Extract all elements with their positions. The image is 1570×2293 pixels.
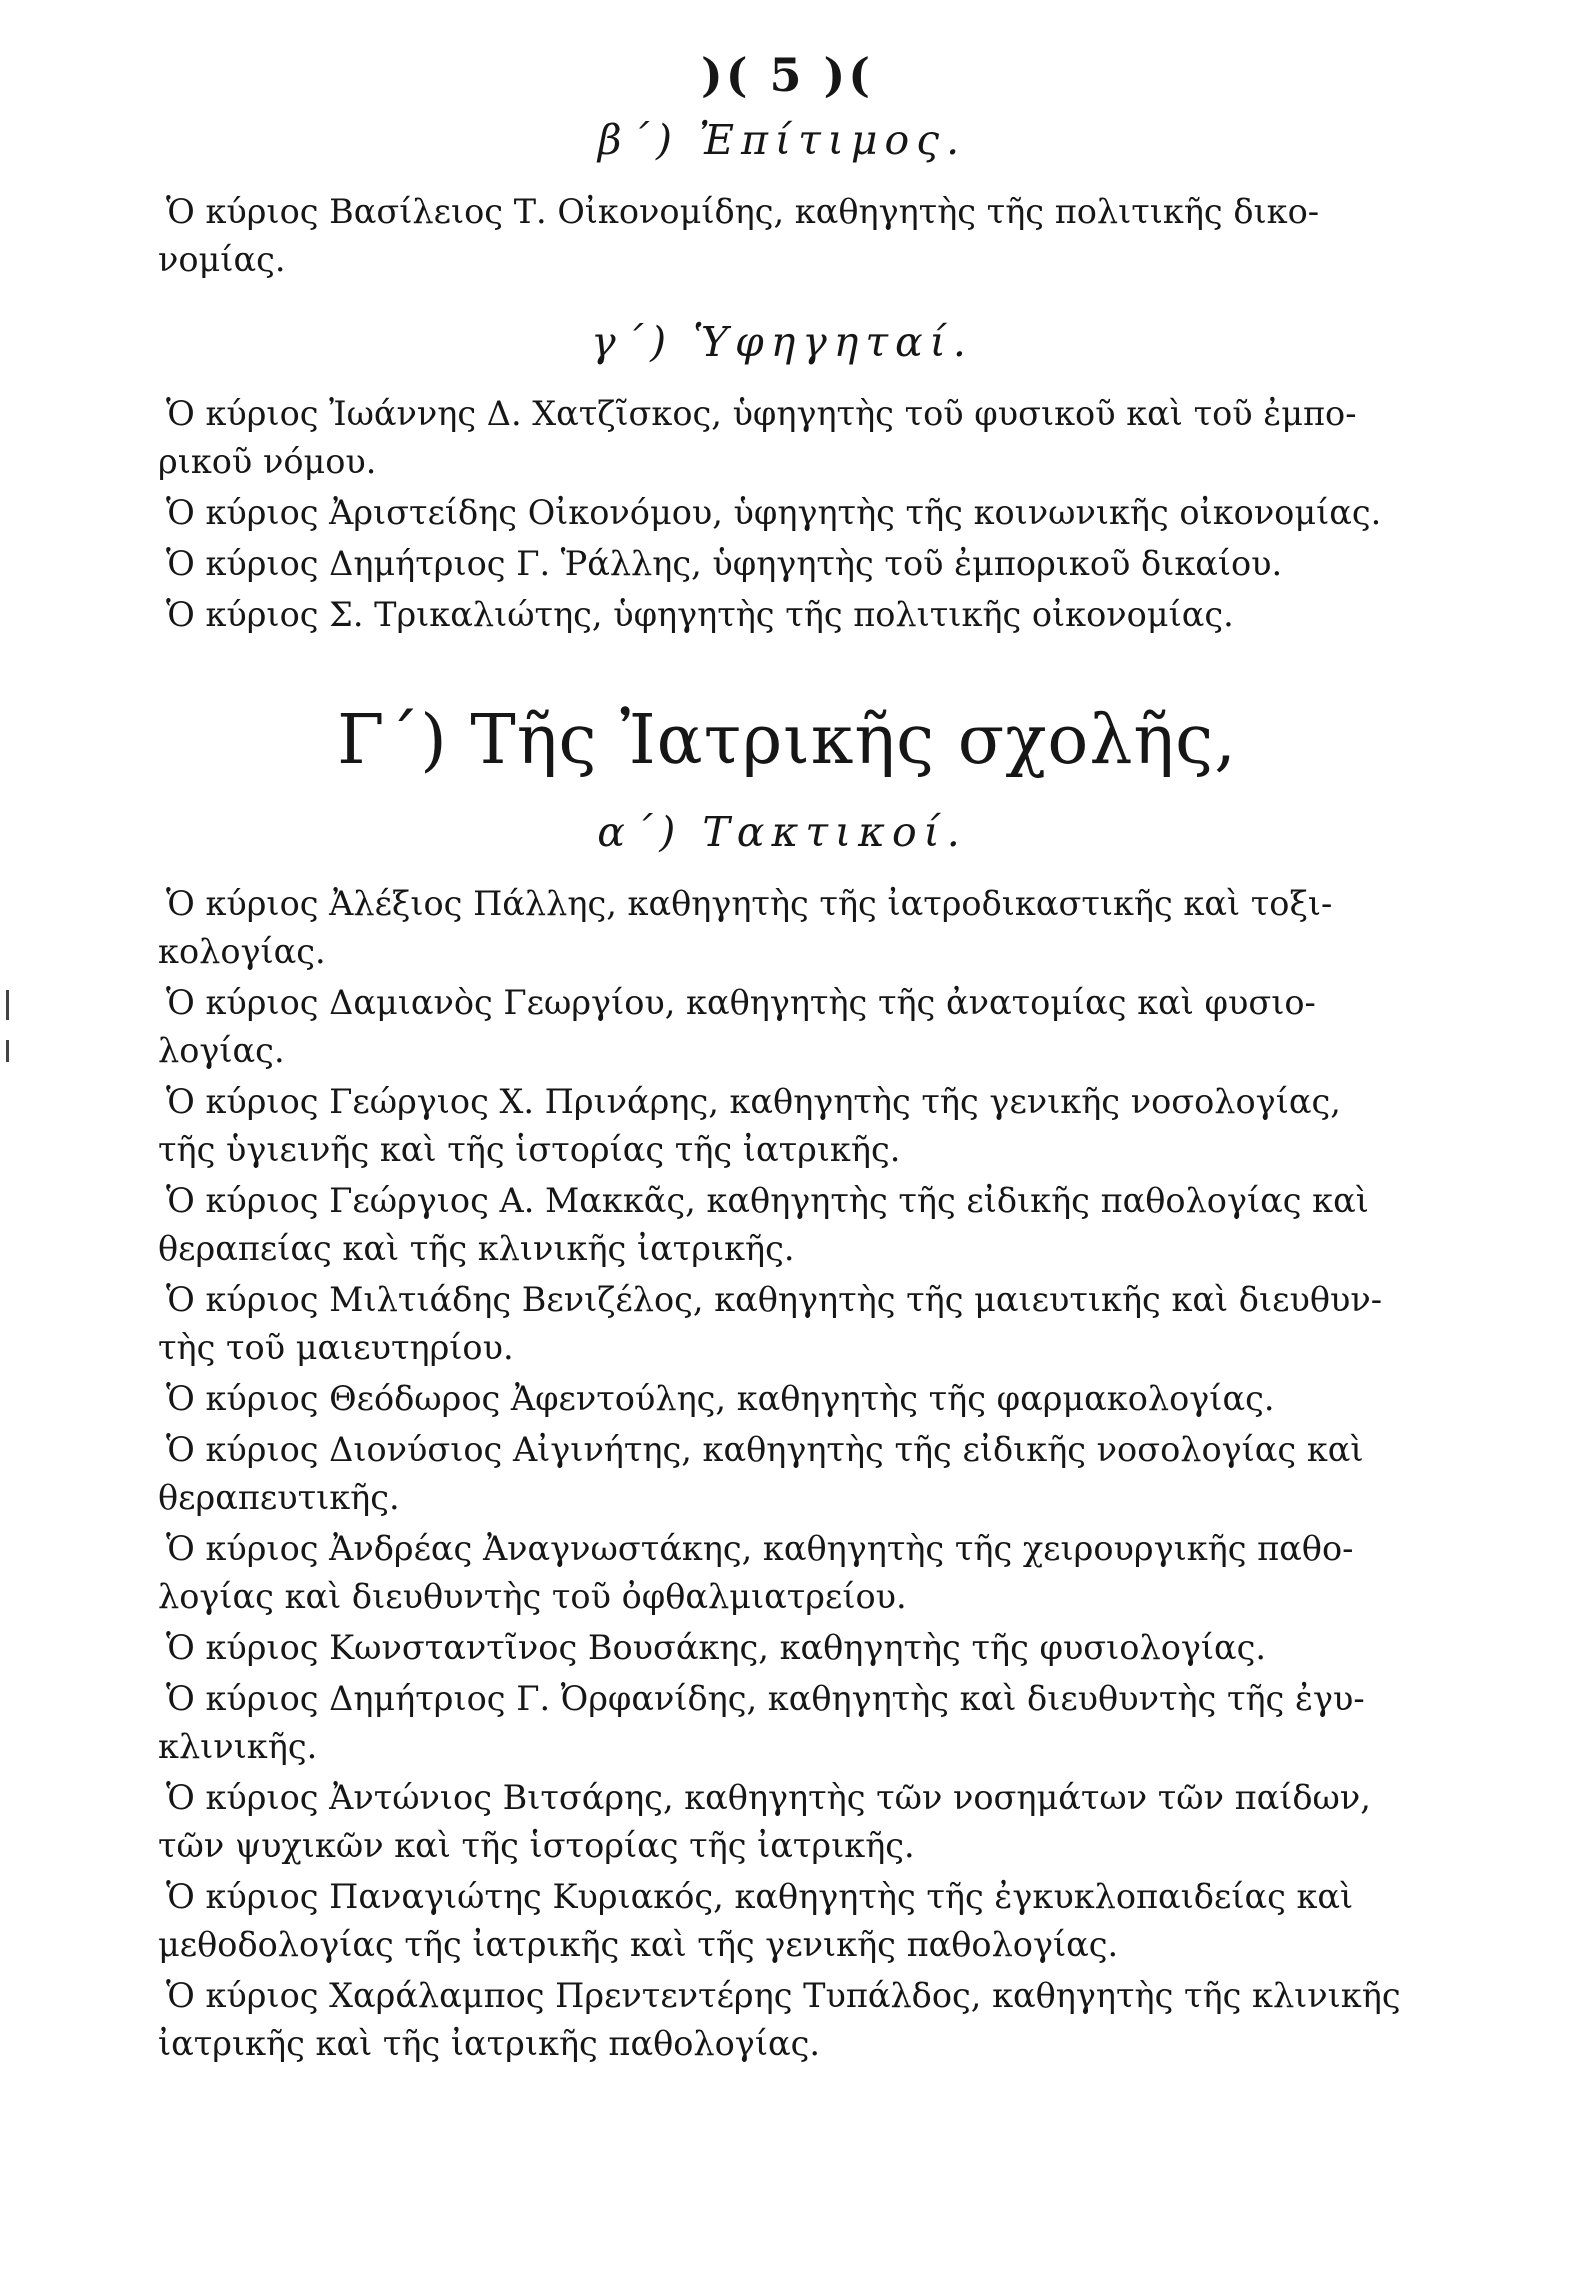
entry-line: ρικοῦ νόμου. <box>158 442 377 481</box>
entry-line: μεθοδολογίας τῆς ἰατρικῆς καὶ τῆς γενικῆς παθολογίας. <box>158 1925 1119 1964</box>
entry-line: τὴς τοῦ μαιευτηρίου. <box>158 1328 514 1367</box>
entry-line: Ὁ κύριος Γεώργιος Χ. Πρινάρης, καθηγητὴς τῆς γενικῆς νοσολογίας, <box>166 1082 1341 1121</box>
section-heading-honorary: β΄) Ἐπίτιμος. <box>597 116 967 164</box>
entry-line: Ὁ κύριος Βασίλειος Τ. Οἰκονομίδης, καθηγητὴς τῆς πολιτικῆς δικο- <box>166 192 1320 231</box>
margin-mark <box>6 990 9 1020</box>
entry-line: θεραπευτικῆς. <box>158 1478 400 1517</box>
entry-line: Ὁ κύριος Δαμιανὸς Γεωργίου, καθηγητὴς τῆς ἀνατομίας καὶ φυσιο- <box>166 983 1316 1022</box>
entry-line: τῆς ὑγιεινῆς καὶ τῆς ἱστορίας τῆς ἰατρικῆς. <box>158 1130 901 1169</box>
entry-line: Ὁ κύριος Ἀλέξιος Πάλλης, καθηγητὴς τῆς ἰατροδικαστικῆς καὶ τοξι- <box>166 884 1333 923</box>
list-item <box>158 1972 1402 2068</box>
school-heading: Γ΄) Τῆς Ἰατρικῆς σχολῆς, <box>337 701 1237 780</box>
entry-line: Ὁ κύριος Διονύσιος Αἰγινήτης, καθηγητὴς τῆς εἰδικῆς νοσολογίας καὶ <box>166 1430 1364 1469</box>
list-item <box>162 1375 1402 1423</box>
list-item <box>158 188 1402 284</box>
entry-line: Ὁ κύριος Μιλτιάδης Βενιζέλος, καθηγητὴς τῆς μαιευτικῆς καὶ διευθυν- <box>166 1280 1383 1319</box>
entry-line: Ὁ κύριος Σ. Τρικαλιώτης, ὑφηγητὴς τῆς πολιτικῆς οἰκονομίας. <box>166 595 1234 634</box>
entry-line: Ὁ κύριος Δημήτριος Γ. Ῥάλλης, ὑφηγητὴς τοῦ ἐμπορικοῦ δικαίου. <box>166 544 1283 583</box>
entry-line: κλινικῆς. <box>158 1727 318 1766</box>
list-item <box>158 1426 1402 1522</box>
list-item <box>162 540 1402 588</box>
list-item <box>158 979 1402 1075</box>
margin-mark <box>6 1040 9 1062</box>
entry-line: θεραπείας καὶ τῆς κλινικῆς ἰατρικῆς. <box>158 1229 795 1268</box>
list-item <box>162 489 1402 537</box>
entry-line: Ὁ κύριος Ἀνδρέας Ἀναγνωστάκης, καθηγητὴς τῆς χειρουργικῆς παθο- <box>166 1529 1354 1568</box>
list-item <box>158 1774 1402 1870</box>
entry-line: Ὁ κύριος Ἰωάννης Δ. Χατζῖσκος, ὑφηγητὴς τοῦ φυσικοῦ καὶ τοῦ ἐμπο- <box>166 394 1357 433</box>
list-item <box>158 1276 1402 1372</box>
entry-line: λογίας. <box>158 1031 285 1070</box>
list-item <box>158 1873 1402 1969</box>
list-item <box>158 1177 1402 1273</box>
entry-line: Ὁ κύριος Χαράλαμπος Πρεντεντέρης Τυπάλδος, καθηγητὴς τῆς κλινικῆς <box>166 1976 1401 2015</box>
entry-line: ἰατρικῆς καὶ τῆς ἰατρικῆς παθολογίας. <box>158 2024 821 2063</box>
list-item <box>158 880 1402 976</box>
page-number: )( 5 )( <box>700 48 874 102</box>
entry-line: Ὁ κύριος Κωνσταντῖνος Βουσάκης, καθηγητὴς τῆς φυσιολογίας. <box>166 1628 1267 1667</box>
entry-line: Ὁ κύριος Ἀντώνιος Βιτσάρης, καθηγητὴς τῶν νοσημάτων τῶν παίδων, <box>166 1778 1371 1817</box>
section-heading-lecturers: γ΄) Ὑφηγηταί. <box>591 318 973 366</box>
entry-line: κολογίας. <box>158 932 326 971</box>
list-item <box>158 1525 1402 1621</box>
entry-line: Ὁ κύριος Δημήτριος Γ. Ὀρφανίδης, καθηγητὴς καὶ διευθυντὴς τῆς ἐγυ- <box>166 1679 1365 1718</box>
list-item <box>162 591 1402 639</box>
entry-line: Ὁ κύριος Ἀριστείδης Οἰκονόμου, ὑφηγητὴς τῆς κοινωνικῆς οἰκονομίας. <box>166 493 1382 532</box>
list-item <box>158 1675 1402 1771</box>
entry-line: Ὁ κύριος Γεώργιος Α. Μακκᾶς, καθηγητὴς τῆς εἰδικῆς παθολογίας καὶ <box>166 1181 1369 1220</box>
entry-line: Ὁ κύριος Θεόδωρος Ἀφεντούλης, καθηγητὴς τῆς φαρμακολογίας. <box>166 1379 1275 1418</box>
entry-line: Ὁ κύριος Παναγιώτης Κυριακός, καθηγητὴς τῆς ἐγκυκλοπαιδείας καὶ <box>166 1877 1354 1916</box>
entry-line: νομίας. <box>158 240 286 279</box>
list-item <box>158 1078 1402 1174</box>
list-item <box>158 390 1402 486</box>
entry-line: λογίας καὶ διευθυντὴς τοῦ ὀφθαλμιατρείου. <box>158 1577 907 1616</box>
entry-line: τῶν ψυχικῶν καὶ τῆς ἱστορίας τῆς ἰατρικῆς. <box>158 1826 915 1865</box>
list-item <box>162 1624 1402 1672</box>
subsection-heading-ordinary: α΄) Τακτικοί. <box>597 808 967 856</box>
